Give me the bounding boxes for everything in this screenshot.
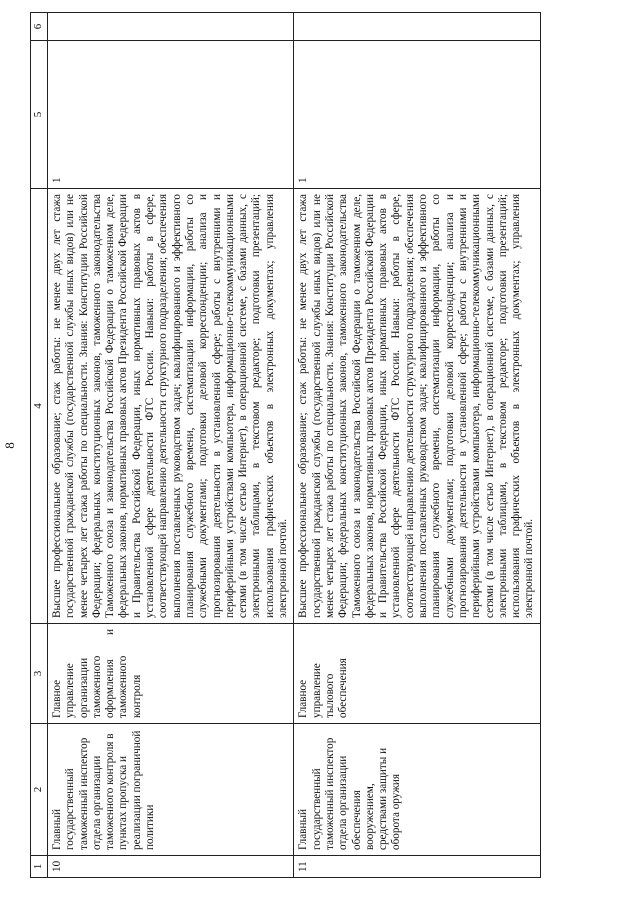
header-cell-5: 5 [31,41,48,189]
column-5-value: 1 [294,41,540,189]
header-cell-6: 6 [31,13,48,41]
header-cell-2: 2 [31,724,48,856]
position-title: Главный государственный таможенный инспектор отдела организации таможенного контроля в пунктах пропуска и реализации пограничной политики [48,724,294,856]
row-number: 10 [48,856,294,878]
positions-table [30,12,541,878]
table-header-row [31,13,48,878]
department-name: Главное управление тылового обеспечения [294,624,540,724]
table-row [48,13,294,878]
column-5-value: 1 [48,41,294,189]
header-cell-1: 1 [31,856,48,878]
column-6-value [48,13,294,41]
qualification-requirements: Высшее профессиональное образование; стаж работы: не менее двух лет стажа государственной гражданской службы (государственной службы иных видов) или не менее четырех лет стажа работы по специальности. Знания: Конституции Российской Федерации; федеральных конституционных законов, таможенного законодательства Таможенного союза и законодательства Российской Федерации о таможенном деле, федеральных законов, нормативных правовых актов Президента Российской Федерации и Правительства Российской Федерации, иных нормативных правовых актов в установленной сфере деятельности ФТС России. Навыки: работы в сфере, соответствующей направлению деятельности структурного подразделения; обеспечения выполнения поставленных руководством задач; квалифицированного и эффективного планирования служебного времени, систематизации информации, работы со служебными документами; подготовки деловой корреспонденции; анализа и прогнозирования деятельности в установленной сфере; работы с внутренними и периферийными устройствами компьютера, информационно-телекоммуникационными сетями (в том числе сетью Интернет), в операционной системе, с базами данных, с электронными таблицами, в текстовом редакторе; подготовки презентаций; использования графических объектов в электронных документах; управления электронной почтой. [294,189,540,624]
header-cell-4: 4 [31,189,48,624]
row-number: 11 [294,856,540,878]
table-row [294,13,540,878]
page-number: 8 [2,442,17,449]
header-cell-3: 3 [31,624,48,724]
rotated-document-page [2,13,640,878]
column-6-value [294,13,540,41]
position-title: Главный государственный таможенный инспектор отдела организации обеспечения вооружением, средствами защиты и оборота оружия [294,724,540,856]
qualification-requirements: Высшее профессиональное образование; стаж работы: не менее двух лет стажа государственной гражданской службы (государственной службы иных видов) или не менее четырех лет стажа работы по специальности. Знания: Конституции Российской Федерации; федеральных конституционных законов, таможенного законодательства Таможенного союза и законодательства Российской Федерации о таможенном деле, федеральных законов, нормативных правовых актов Президента Российской Федерации и Правительства Российской Федерации, иных нормативных правовых актов в установленной сфере деятельности ФТС России. Навыки: работы в сфере, соответствующей направлению деятельности структурного подразделения; обеспечения выполнения поставленных руководством задач; квалифицированного и эффективного планирования служебного времени, систематизации информации, работы со служебными документами; подготовки деловой корреспонденции; анализа и прогнозирования деятельности в установленной сфере; работы с внутренними и периферийными устройствами компьютера, информационно-телекоммуникационными сетями (в том числе сетью Интернет), в операционной системе, с базами данных, с электронными таблицами, в текстовом редакторе; подготовки презентаций; использования графических объектов в электронных документах; управления электронной почтой. [48,189,294,624]
department-name: Главное управление организации таможенного оформления и таможенного контроля [48,624,294,724]
